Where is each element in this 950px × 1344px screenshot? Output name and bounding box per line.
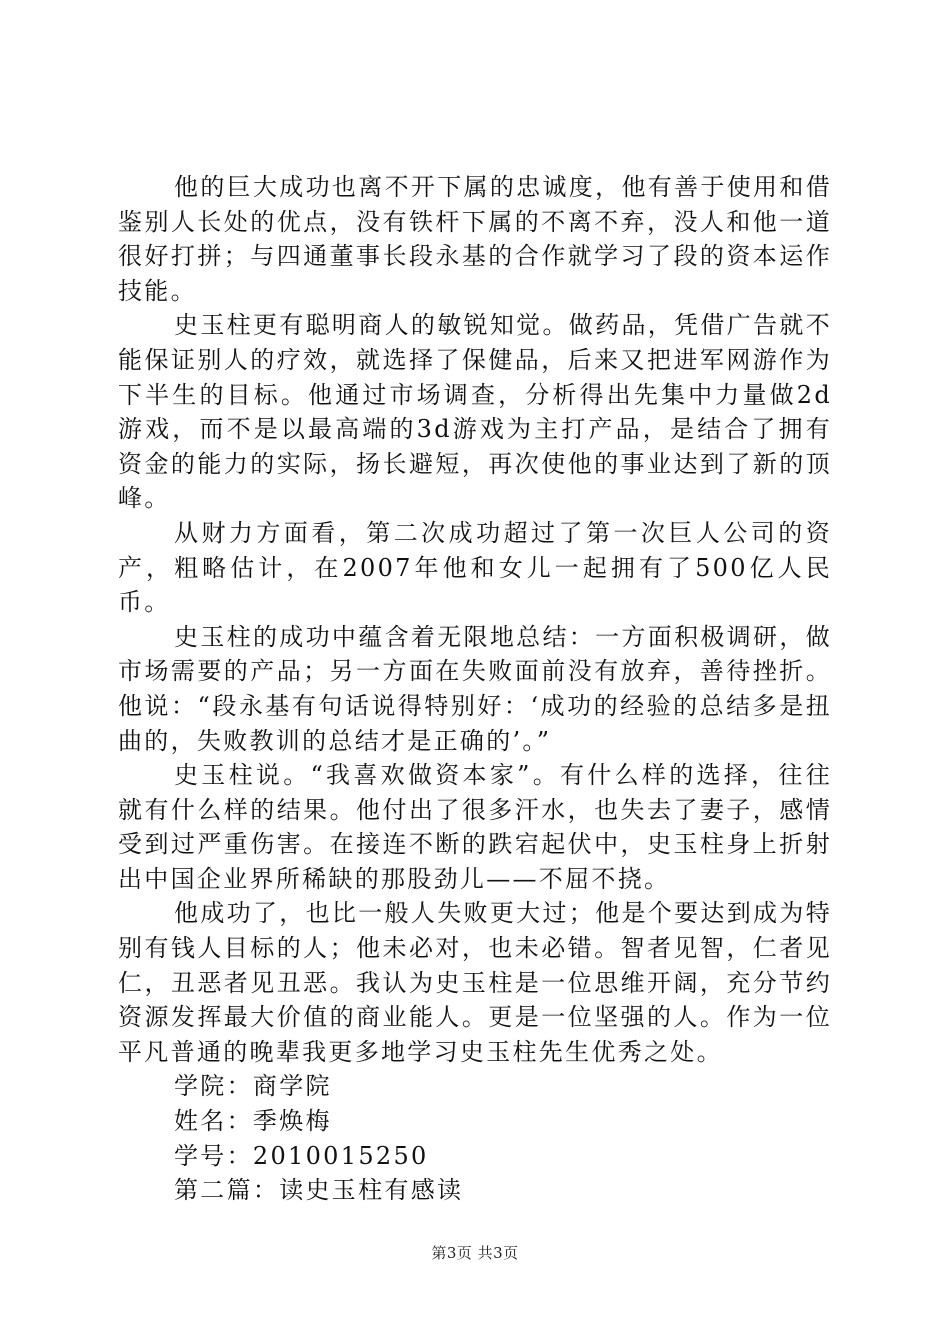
student-id-line: 学号：2010015250	[174, 1141, 429, 1170]
college-line: 学院：商学院	[174, 1072, 332, 1101]
page-number-footer: 第3页 共3页	[431, 1244, 519, 1262]
paragraph-1: 他的巨大成功也离不开下属的忠诚度，他有善于使用和借鉴别人长处的优点，没有铁杆下属的不离不弃，没人和他一道很好打拼；与四通董事长段永基的合作就学习了段的资本运作技能。	[118, 173, 832, 305]
paragraph-4: 史玉柱的成功中蕴含着无限地总结：一方面积极调研，做市场需要的产品；另一方面在失败面前没有放弃，善待挫折。他说：“段永基有句话说得特别好：‘成功的经验的总结多是扭曲的，失败教训的总结才是正确的’。”	[118, 622, 832, 755]
paragraph-6: 他成功了，也比一般人失败更大过；他是个要达到成为特别有钱人目标的人；他未必对，也未必错。智者见智，仁者见仁，丑恶者见丑恶。我认为史玉柱是一位思维开阔，充分节约资源发挥最大价值的商业能人。更是一位坚强的人。作为一位平凡普通的晚辈我更多地学习史玉柱先生优秀之处。	[118, 899, 832, 1066]
name-line: 姓名：季焕梅	[174, 1107, 332, 1136]
paragraph-3: 从财力方面看，第二次成功超过了第一次巨人公司的资产，粗略估计，在2007年他和女儿一起拥有了500亿人民币。	[118, 518, 832, 617]
next-section-heading: 第二篇：读史玉柱有感读	[174, 1176, 464, 1205]
paragraph-5: 史玉柱说。“我喜欢做资本家”。有什么样的选择，往往就有什么样的结果。他付出了很多汗水，也失去了妻子，感情受到过严重伤害。在接连不断的跌宕起伏中，史玉柱身上折射出中国企业界所稀缺的那股劲儿——不屈不挠。	[118, 761, 832, 893]
paragraph-2: 史玉柱更有聪明商人的敏锐知觉。做药品，凭借广告就不能保证别人的疗效，就选择了保健品，后来又把进军网游作为下半生的目标。他通过市场调查，分析得出先集中力量做2d游戏，而不是以最高端的3d游戏为主打产品，是结合了拥有资金的能力的实际，扬长避短，再次使他的事业达到了新的顶峰。	[118, 311, 832, 513]
document-body	[118, 170, 832, 1208]
